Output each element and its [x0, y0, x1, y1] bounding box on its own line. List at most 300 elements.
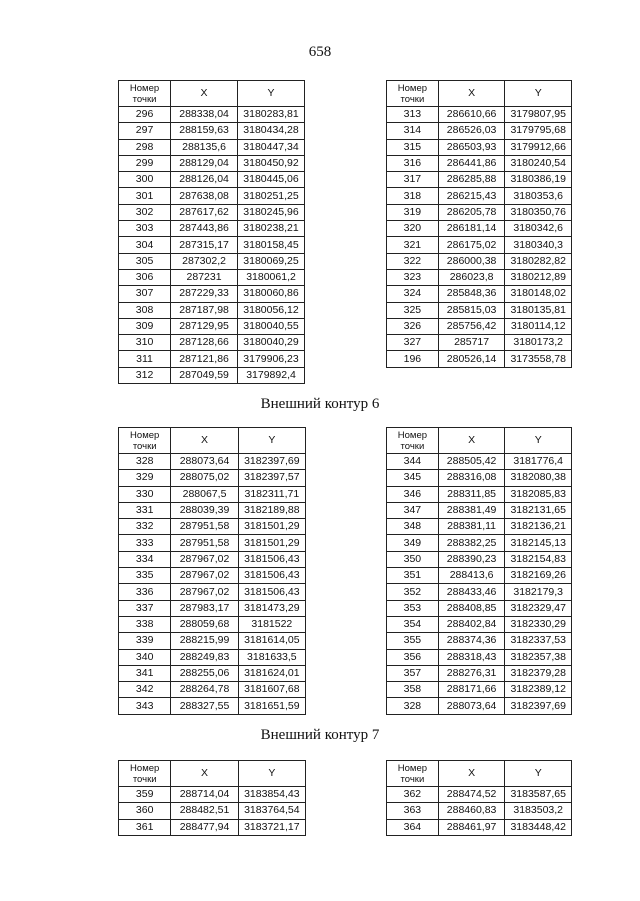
table-row — [387, 123, 572, 139]
y-coordinate-cell: 3180135,81 — [505, 302, 572, 318]
table-header-row — [387, 761, 572, 787]
y-coordinate-cell: 3180450,92 — [238, 155, 305, 171]
page-number: 658 — [308, 44, 332, 60]
y-coordinate-cell: 3181607,68 — [238, 682, 305, 698]
point-number-cell: 354 — [387, 616, 439, 632]
y-coordinate-cell: 3181633,5 — [238, 649, 305, 665]
table-row — [119, 470, 306, 486]
x-coordinate-cell: 287128,66 — [171, 335, 238, 351]
x-coordinate-cell: 285815,03 — [438, 302, 505, 318]
coordinates-table — [118, 80, 305, 384]
point-number-cell: 364 — [387, 819, 439, 835]
x-coordinate-cell: 288381,11 — [438, 519, 505, 535]
table-row — [119, 551, 306, 567]
y-coordinate-cell: 3179906,23 — [238, 351, 305, 367]
x-coordinate-cell: 287951,58 — [171, 519, 238, 535]
x-coordinate-cell: 285756,42 — [438, 318, 505, 334]
table-row — [119, 819, 306, 835]
table-row — [387, 502, 572, 518]
point-number-cell: 355 — [387, 633, 439, 649]
point-number-cell: 313 — [387, 107, 439, 123]
y-coordinate-cell: 3183764,54 — [238, 803, 305, 819]
x-coordinate-cell: 286175,02 — [438, 237, 505, 253]
y-coordinate-cell: 3181776,4 — [505, 454, 572, 470]
coordinates-table — [118, 760, 306, 836]
table-row — [387, 237, 572, 253]
x-coordinate-cell: 287302,2 — [171, 253, 238, 269]
y-coordinate-cell: 3181506,43 — [238, 551, 305, 567]
x-coordinate-cell: 287967,02 — [171, 584, 238, 600]
x-coordinate-cell: 286610,66 — [438, 107, 505, 123]
x-coordinate-cell: 288311,85 — [438, 486, 505, 502]
point-number-cell: 303 — [119, 221, 171, 237]
y-coordinate-cell: 3180148,02 — [505, 286, 572, 302]
x-coordinate-cell: 287443,86 — [171, 221, 238, 237]
y-coordinate-cell: 3180251,25 — [238, 188, 305, 204]
x-coordinate-cell: 288714,04 — [171, 787, 238, 803]
y-coordinate-cell: 3180350,76 — [505, 204, 572, 220]
point-number-cell: 315 — [387, 139, 439, 155]
table-row — [387, 519, 572, 535]
y-header: Y — [238, 761, 305, 787]
table-row — [119, 335, 305, 351]
table-row — [119, 237, 305, 253]
point-number-cell: 302 — [119, 204, 171, 220]
table-row — [119, 269, 305, 285]
point-number-cell: 308 — [119, 302, 171, 318]
point-number-header-line: Номер — [130, 429, 160, 441]
table-header-row — [119, 81, 305, 107]
point-number-cell: 334 — [119, 551, 171, 567]
point-number-header — [387, 761, 439, 787]
table-row — [387, 682, 572, 698]
table-row — [387, 172, 572, 188]
point-number-cell: 353 — [387, 600, 439, 616]
x-coordinate-cell: 285717 — [438, 335, 505, 351]
x-coordinate-cell: 288482,51 — [171, 803, 238, 819]
y-coordinate-cell: 3182154,83 — [505, 551, 572, 567]
point-number-cell: 341 — [119, 665, 171, 681]
y-coordinate-cell: 3182379,28 — [505, 665, 572, 681]
x-coordinate-cell: 288382,25 — [438, 535, 505, 551]
point-number-header-line: точки — [400, 773, 425, 785]
table-row — [387, 454, 572, 470]
table-row — [119, 535, 306, 551]
x-coordinate-cell: 287231 — [171, 269, 238, 285]
point-number-cell: 332 — [119, 519, 171, 535]
x-coordinate-cell: 287315,17 — [171, 237, 238, 253]
coordinates-table — [118, 427, 306, 715]
table-row — [387, 584, 572, 600]
table-row — [387, 470, 572, 486]
table-row — [387, 286, 572, 302]
point-number-cell: 305 — [119, 253, 171, 269]
x-coordinate-cell: 288390,23 — [438, 551, 505, 567]
point-number-cell: 310 — [119, 335, 171, 351]
table-row — [119, 519, 306, 535]
table-row — [387, 269, 572, 285]
y-header: Y — [505, 761, 572, 787]
point-number-header-line: точки — [132, 773, 157, 785]
point-number-cell: 361 — [119, 819, 171, 835]
y-coordinate-cell: 3182357,38 — [505, 649, 572, 665]
y-coordinate-cell: 3182085,83 — [505, 486, 572, 502]
x-coordinate-cell: 288255,06 — [171, 665, 238, 681]
point-number-header-line: точки — [132, 93, 157, 105]
y-coordinate-cell: 3180245,96 — [238, 204, 305, 220]
table-row — [119, 123, 305, 139]
point-number-cell: 349 — [387, 535, 439, 551]
x-coordinate-cell: 286000,38 — [438, 253, 505, 269]
x-coordinate-cell: 286285,88 — [438, 172, 505, 188]
table-row — [387, 335, 572, 351]
point-number-cell: 196 — [387, 351, 439, 367]
table-row — [387, 819, 572, 835]
y-coordinate-cell: 3181501,29 — [238, 519, 305, 535]
table-row — [119, 665, 306, 681]
point-number-cell: 297 — [119, 123, 171, 139]
y-coordinate-cell: 3182329,47 — [505, 600, 572, 616]
y-coordinate-cell: 3180434,28 — [238, 123, 305, 139]
point-number-cell: 346 — [387, 486, 439, 502]
y-coordinate-cell: 3179912,66 — [505, 139, 572, 155]
point-number-cell: 344 — [387, 454, 439, 470]
table-row — [119, 633, 306, 649]
y-coordinate-cell: 3179807,95 — [505, 107, 572, 123]
point-number-cell: 311 — [119, 351, 171, 367]
point-number-cell: 327 — [387, 335, 439, 351]
y-coordinate-cell: 3180342,6 — [505, 221, 572, 237]
x-coordinate-cell: 287187,98 — [171, 302, 238, 318]
x-coordinate-cell: 288264,78 — [171, 682, 238, 698]
table-row — [119, 616, 306, 632]
y-coordinate-cell: 3181614,05 — [238, 633, 305, 649]
x-coordinate-cell: 287049,59 — [171, 367, 238, 383]
point-number-cell: 333 — [119, 535, 171, 551]
table-row — [119, 367, 305, 383]
y-coordinate-cell: 3180445,06 — [238, 172, 305, 188]
table-row — [119, 787, 306, 803]
table-header-row — [119, 761, 306, 787]
table-row — [119, 649, 306, 665]
y-coordinate-cell: 3182189,88 — [238, 502, 305, 518]
y-coordinate-cell: 3179892,4 — [238, 367, 305, 383]
y-coordinate-cell: 3180447,34 — [238, 139, 305, 155]
y-coordinate-cell: 3180061,2 — [238, 269, 305, 285]
y-coordinate-cell: 3182337,53 — [505, 633, 572, 649]
table-row — [119, 286, 305, 302]
y-coordinate-cell: 3181624,01 — [238, 665, 305, 681]
point-number-cell: 359 — [119, 787, 171, 803]
point-number-cell: 296 — [119, 107, 171, 123]
table-row — [119, 204, 305, 220]
table-row — [387, 486, 572, 502]
y-coordinate-cell: 3180040,55 — [238, 318, 305, 334]
point-number-cell: 329 — [119, 470, 171, 486]
point-number-header — [119, 761, 171, 787]
x-coordinate-cell: 287951,58 — [171, 535, 238, 551]
table-row — [119, 139, 305, 155]
y-coordinate-cell: 3180340,3 — [505, 237, 572, 253]
table-row — [387, 155, 572, 171]
point-number-cell: 343 — [119, 698, 171, 714]
x-coordinate-cell: 288460,83 — [438, 803, 505, 819]
y-header: Y — [505, 81, 572, 107]
point-number-cell: 306 — [119, 269, 171, 285]
point-number-cell: 319 — [387, 204, 439, 220]
y-coordinate-cell: 3181651,59 — [238, 698, 305, 714]
table-row — [119, 698, 306, 714]
point-number-cell: 328 — [387, 698, 439, 714]
point-number-cell: 314 — [387, 123, 439, 139]
y-coordinate-cell: 3182397,69 — [505, 698, 572, 714]
table-row — [119, 502, 306, 518]
point-number-cell: 335 — [119, 568, 171, 584]
table-row — [387, 318, 572, 334]
x-coordinate-cell: 288477,94 — [171, 819, 238, 835]
coordinates-table — [386, 427, 572, 715]
point-number-cell: 350 — [387, 551, 439, 567]
y-coordinate-cell: 3180114,12 — [505, 318, 572, 334]
y-header: Y — [238, 428, 305, 454]
x-coordinate-cell: 287967,02 — [171, 551, 238, 567]
table-row — [387, 568, 572, 584]
table-header-row — [387, 428, 572, 454]
x-coordinate-cell: 286023,8 — [438, 269, 505, 285]
y-coordinate-cell: 3180060,86 — [238, 286, 305, 302]
section-title: Внешний контур 7 — [260, 727, 380, 743]
y-coordinate-cell: 3180212,89 — [505, 269, 572, 285]
x-coordinate-cell: 288413,6 — [438, 568, 505, 584]
x-coordinate-cell: 286503,93 — [438, 139, 505, 155]
point-number-cell: 301 — [119, 188, 171, 204]
point-number-cell: 356 — [387, 649, 439, 665]
point-number-cell: 338 — [119, 616, 171, 632]
y-coordinate-cell: 3181506,43 — [238, 568, 305, 584]
y-coordinate-cell: 3182169,26 — [505, 568, 572, 584]
table-row — [119, 107, 305, 123]
x-coordinate-cell: 288505,42 — [438, 454, 505, 470]
point-number-cell: 336 — [119, 584, 171, 600]
x-coordinate-cell: 288327,55 — [171, 698, 238, 714]
point-number-cell: 316 — [387, 155, 439, 171]
table-row — [387, 551, 572, 567]
point-number-cell: 337 — [119, 600, 171, 616]
point-number-header-line: Номер — [129, 82, 160, 94]
x-coordinate-cell: 288059,68 — [171, 616, 238, 632]
point-number-cell: 352 — [387, 584, 439, 600]
table-row — [119, 584, 306, 600]
table-row — [387, 787, 572, 803]
table-row — [119, 454, 306, 470]
point-number-header — [387, 428, 439, 454]
point-number-cell: 351 — [387, 568, 439, 584]
table-row — [387, 649, 572, 665]
x-header: X — [171, 81, 238, 107]
point-number-cell: 299 — [119, 155, 171, 171]
y-coordinate-cell: 3180056,12 — [238, 302, 305, 318]
y-coordinate-cell: 3181473,29 — [238, 600, 305, 616]
point-number-header-line: Номер — [397, 429, 428, 441]
point-number-cell: 339 — [119, 633, 171, 649]
x-coordinate-cell: 288073,64 — [438, 698, 505, 714]
table-row — [387, 633, 572, 649]
y-coordinate-cell: 3183721,17 — [238, 819, 305, 835]
table-row — [387, 535, 572, 551]
x-coordinate-cell: 288126,04 — [171, 172, 238, 188]
x-coordinate-cell: 286215,43 — [438, 188, 505, 204]
x-coordinate-cell: 288316,08 — [438, 470, 505, 486]
x-coordinate-cell: 288381,49 — [438, 502, 505, 518]
table-row — [387, 107, 572, 123]
y-coordinate-cell: 3182136,21 — [505, 519, 572, 535]
table-header-row — [387, 81, 572, 107]
y-header: Y — [505, 428, 572, 454]
y-coordinate-cell: 3180158,45 — [238, 237, 305, 253]
table-row — [119, 302, 305, 318]
x-coordinate-cell: 288067,5 — [171, 486, 238, 502]
y-coordinate-cell: 3182179,3 — [505, 584, 572, 600]
point-number-cell: 321 — [387, 237, 439, 253]
point-number-cell: 304 — [119, 237, 171, 253]
point-number-cell: 363 — [387, 803, 439, 819]
x-coordinate-cell: 288159,63 — [171, 123, 238, 139]
coordinates-table — [386, 760, 572, 836]
table-row — [387, 698, 572, 714]
table-row — [387, 351, 572, 367]
point-number-header — [119, 81, 171, 107]
point-number-cell: 317 — [387, 172, 439, 188]
y-coordinate-cell: 3182145,13 — [505, 535, 572, 551]
x-coordinate-cell: 288276,31 — [438, 665, 505, 681]
x-header: X — [171, 428, 238, 454]
x-coordinate-cell: 288073,64 — [171, 454, 238, 470]
x-coordinate-cell: 288171,66 — [438, 682, 505, 698]
x-coordinate-cell: 287617,62 — [171, 204, 238, 220]
table-row — [119, 318, 305, 334]
y-coordinate-cell: 3182389,12 — [505, 682, 572, 698]
y-coordinate-cell: 3173558,78 — [505, 351, 572, 367]
point-number-cell: 326 — [387, 318, 439, 334]
y-coordinate-cell: 3179795,68 — [505, 123, 572, 139]
x-coordinate-cell: 288075,02 — [171, 470, 238, 486]
x-coordinate-cell: 288318,43 — [438, 649, 505, 665]
point-number-header — [387, 81, 439, 107]
table-row — [119, 486, 306, 502]
x-coordinate-cell: 288249,83 — [171, 649, 238, 665]
point-number-cell: 360 — [119, 803, 171, 819]
y-coordinate-cell: 3182330,29 — [505, 616, 572, 632]
point-number-header-line: Номер — [397, 82, 428, 94]
table-row — [119, 803, 306, 819]
point-number-cell: 318 — [387, 188, 439, 204]
x-coordinate-cell: 288215,99 — [171, 633, 238, 649]
y-coordinate-cell: 3180240,54 — [505, 155, 572, 171]
point-number-cell: 362 — [387, 787, 439, 803]
x-coordinate-cell: 286441,86 — [438, 155, 505, 171]
section-title: Внешний контур 6 — [260, 396, 380, 412]
table-row — [119, 172, 305, 188]
table-row — [387, 600, 572, 616]
point-number-cell: 309 — [119, 318, 171, 334]
point-number-cell: 347 — [387, 502, 439, 518]
point-number-header-line: Номер — [397, 762, 428, 774]
table-header-row — [119, 428, 306, 454]
x-coordinate-cell: 288402,84 — [438, 616, 505, 632]
point-number-cell: 312 — [119, 367, 171, 383]
x-coordinate-cell: 286181,14 — [438, 221, 505, 237]
table-row — [387, 803, 572, 819]
x-coordinate-cell: 288433,46 — [438, 584, 505, 600]
x-header: X — [171, 761, 238, 787]
y-coordinate-cell: 3182080,38 — [505, 470, 572, 486]
x-coordinate-cell: 288461,97 — [438, 819, 505, 835]
point-number-header-line: Номер — [130, 762, 160, 774]
table-row — [119, 188, 305, 204]
point-number-cell: 323 — [387, 269, 439, 285]
x-coordinate-cell: 288135,6 — [171, 139, 238, 155]
table-row — [119, 221, 305, 237]
y-coordinate-cell: 3180238,21 — [238, 221, 305, 237]
y-coordinate-cell: 3180283,81 — [238, 107, 305, 123]
y-coordinate-cell: 3183854,43 — [238, 787, 305, 803]
y-coordinate-cell: 3183503,2 — [505, 803, 572, 819]
y-coordinate-cell: 3181501,29 — [238, 535, 305, 551]
table-row — [119, 253, 305, 269]
point-number-cell: 357 — [387, 665, 439, 681]
x-coordinate-cell: 280526,14 — [438, 351, 505, 367]
point-number-cell: 342 — [119, 682, 171, 698]
x-coordinate-cell: 288129,04 — [171, 155, 238, 171]
point-number-cell: 324 — [387, 286, 439, 302]
x-coordinate-cell: 288039,39 — [171, 502, 238, 518]
table-row — [119, 600, 306, 616]
table-row — [387, 139, 572, 155]
y-coordinate-cell: 3180282,82 — [505, 253, 572, 269]
point-number-cell: 330 — [119, 486, 171, 502]
table-row — [387, 665, 572, 681]
table-row — [119, 155, 305, 171]
point-number-header-line: точки — [400, 93, 425, 105]
y-coordinate-cell: 3180386,19 — [505, 172, 572, 188]
x-header: X — [438, 81, 505, 107]
table-row — [387, 204, 572, 220]
x-coordinate-cell: 286526,03 — [438, 123, 505, 139]
point-number-header — [119, 428, 171, 454]
point-number-cell: 331 — [119, 502, 171, 518]
point-number-header-line: точки — [132, 440, 157, 452]
x-coordinate-cell: 286205,78 — [438, 204, 505, 220]
table-row — [387, 188, 572, 204]
x-coordinate-cell: 287983,17 — [171, 600, 238, 616]
table-row — [119, 351, 305, 367]
x-coordinate-cell: 288374,36 — [438, 633, 505, 649]
point-number-cell: 300 — [119, 172, 171, 188]
point-number-cell: 345 — [387, 470, 439, 486]
y-coordinate-cell: 3182311,71 — [238, 486, 305, 502]
x-coordinate-cell: 285848,36 — [438, 286, 505, 302]
y-coordinate-cell: 3180069,25 — [238, 253, 305, 269]
point-number-cell: 325 — [387, 302, 439, 318]
y-coordinate-cell: 3181522 — [238, 616, 305, 632]
x-header: X — [438, 428, 505, 454]
x-coordinate-cell: 287638,08 — [171, 188, 238, 204]
y-coordinate-cell: 3183448,42 — [505, 819, 572, 835]
x-coordinate-cell: 287229,33 — [171, 286, 238, 302]
point-number-cell: 298 — [119, 139, 171, 155]
y-coordinate-cell: 3180173,2 — [505, 335, 572, 351]
point-number-cell: 340 — [119, 649, 171, 665]
